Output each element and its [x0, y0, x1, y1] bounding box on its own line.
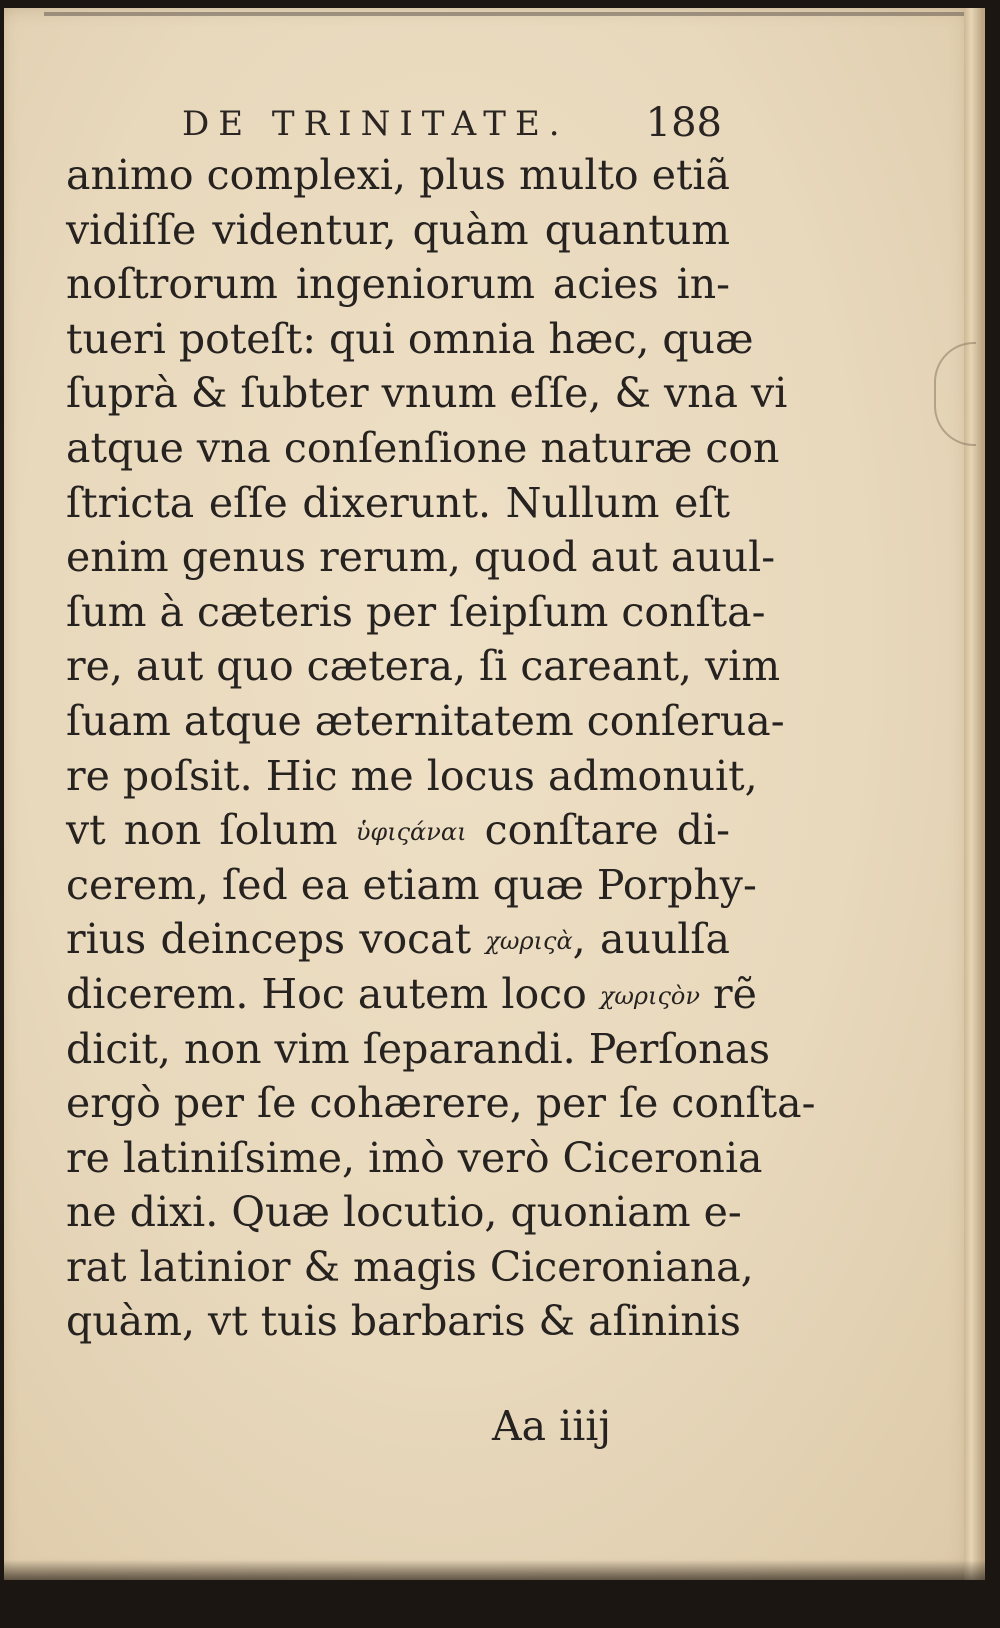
text-line: ſum à cæteris per ſeipſum conſta- [66, 587, 766, 636]
text-line-with-greek [66, 803, 730, 858]
text-line: ſuam atque æternitatem conſerua- [66, 696, 785, 745]
text-line: re latiniſsime, imò verò Ciceronia [66, 1133, 763, 1182]
text-line: re, aut quo cætera, ſi careant, vim [66, 642, 781, 691]
text-line: dicit, non vim ſeparandi. Perſonas [66, 1024, 771, 1073]
text-line-with-greek [66, 912, 730, 967]
text-segment: vt non ſolum [66, 806, 356, 855]
text-segment: , auulſa [572, 915, 730, 964]
text-line: ergò per ſe cohærere, per ſe conſta- [66, 1079, 816, 1128]
text-segment: rẽ [699, 969, 757, 1018]
page-fore-edge [964, 8, 982, 1580]
text-line: quàm, vt tuis barbaris & aſininis [66, 1297, 741, 1346]
text-line: atque vna conſenſione naturæ con [66, 423, 780, 472]
text-segment: dicerem. Hoc autem loco [66, 969, 600, 1018]
greek-word: χωριςὰ [485, 927, 573, 956]
signature-mark: Aa iiij [492, 1402, 612, 1450]
binding-clip-mark [934, 342, 976, 446]
text-line: animo complexi, plus multo etiã [66, 151, 730, 199]
text-line: ſtricta eſſe dixerunt. Nullum eſt [66, 478, 730, 527]
text-line: ne dixi. Quæ locutio, quoniam e- [66, 1188, 742, 1237]
text-line-with-greek [66, 967, 757, 1022]
greek-word: ὑφιςάναι [355, 818, 467, 847]
scan-bottom-shadow [0, 1560, 1000, 1628]
body-text [66, 148, 816, 1349]
text-line: enim genus rerum, quod aut auul- [66, 533, 776, 582]
running-title: DE TRINITATE. [182, 104, 569, 144]
text-line: cerem, ſed ea etiam quæ Porphy- [66, 860, 757, 909]
text-segment: conſtare di- [466, 806, 730, 855]
greek-word: χωριςὸν [599, 981, 700, 1010]
text-line: noſtrorum ingeniorum acies in- [66, 260, 730, 309]
page-header [182, 100, 722, 148]
folio-number: 188 [645, 100, 722, 146]
text-line: tueri poteſt: qui omnia hæc, quæ [66, 314, 754, 363]
paper-leaf [4, 8, 985, 1580]
top-edge-shadow [44, 12, 964, 16]
text-segment: rius deinceps vocat [66, 915, 486, 964]
text-line: vidiſſe videntur, quàm quantum [66, 205, 730, 254]
text-line: ſuprà & ſubter vnum eſſe, & vna vi [66, 369, 788, 418]
text-line: rat latinior & magis Ciceroniana, [66, 1242, 754, 1291]
text-line: re poſsit. Hic me locus admonuit, [66, 751, 758, 800]
